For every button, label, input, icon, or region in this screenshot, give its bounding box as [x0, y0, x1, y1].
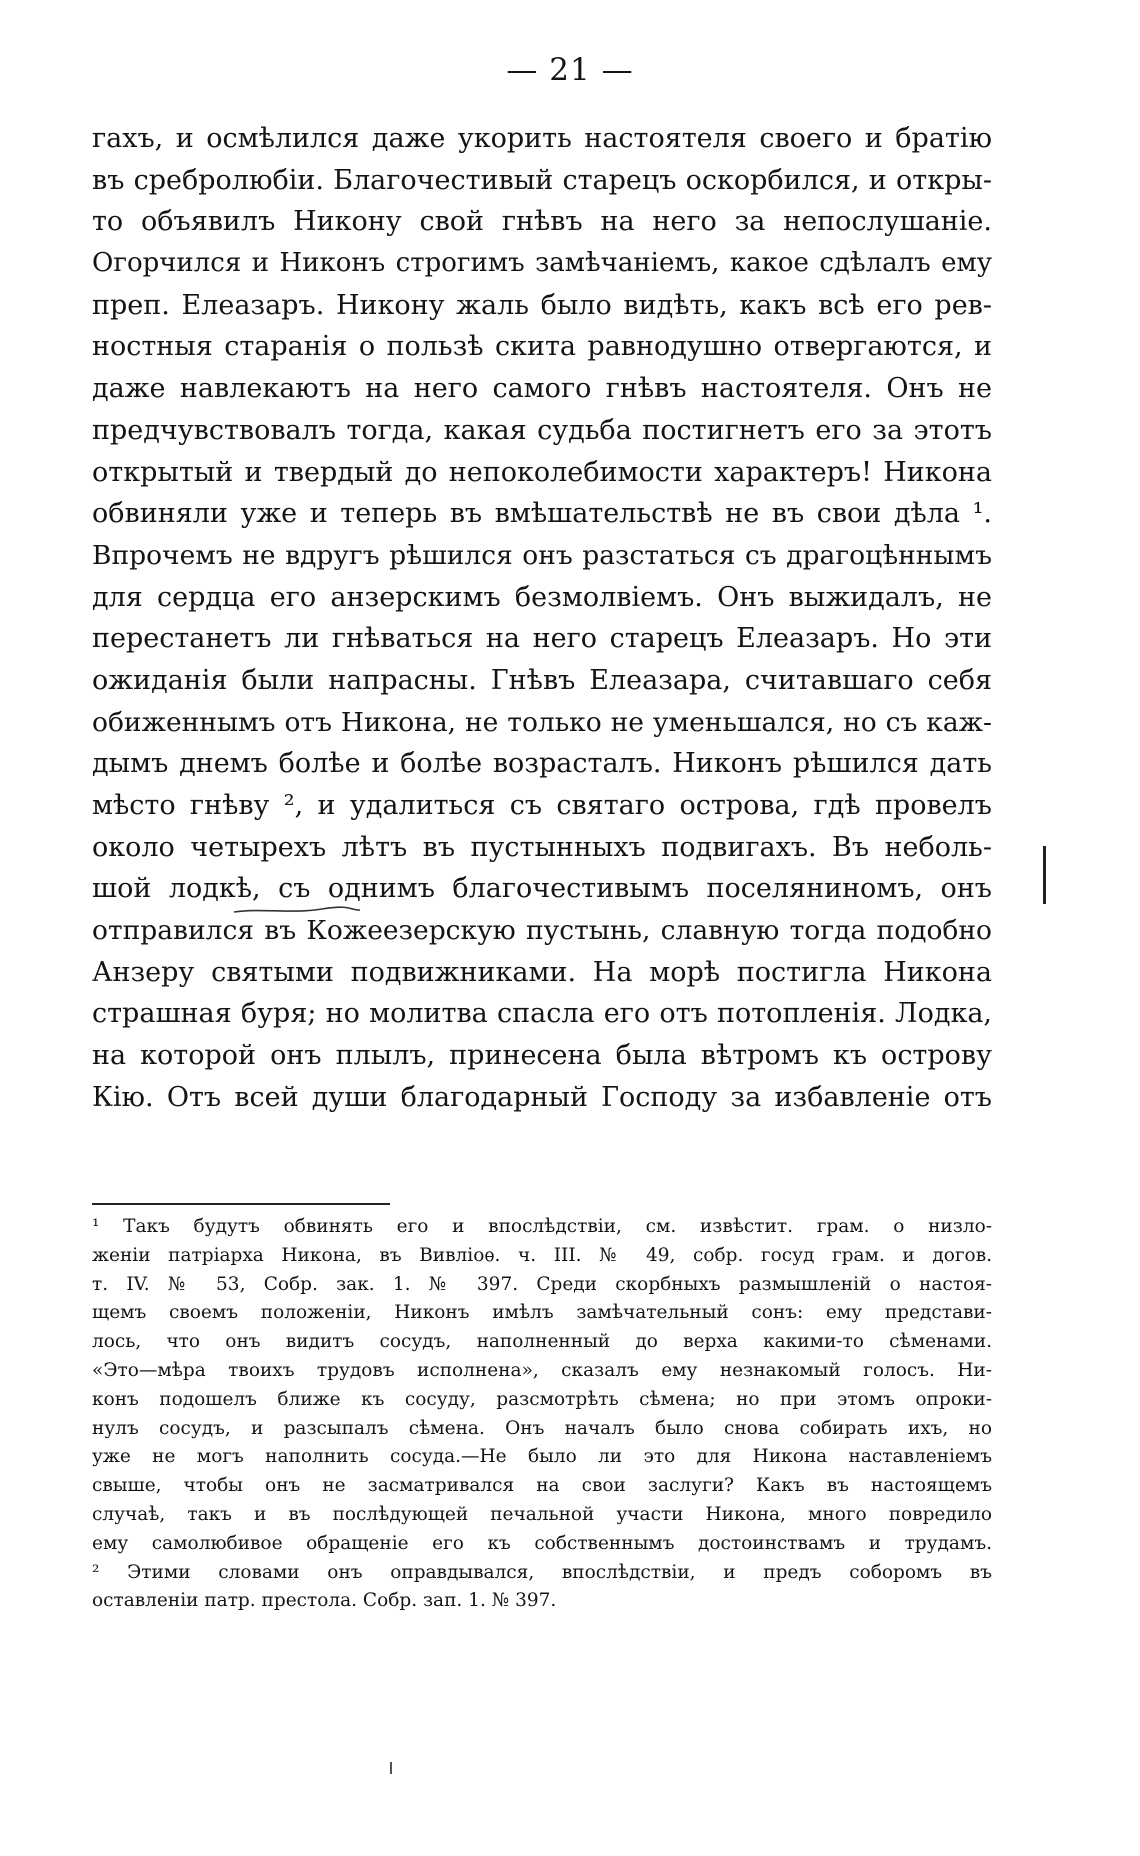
footnotes [92, 1213, 992, 1616]
footnote-line: конъ подошелъ ближе къ сосуду, разсмотрѣть сѣмена; но при этомъ опроки- [92, 1388, 992, 1410]
page-number: — 21 — [506, 52, 634, 88]
text-line: Впрочемъ не вдругъ рѣшился онъ разстаться съ драгоцѣннымъ [92, 539, 992, 571]
footnote-line: уже не могъ наполнить сосуда.—Не было ли это для Никона наставленіемъ [92, 1446, 992, 1468]
text-line: въ сребролюбіи. Благочестивый старецъ оскорбился, и откры- [92, 164, 992, 196]
footnote-line: свыше, чтобы онъ не засматривался на свои заслуги? Какъ въ настоящемъ [92, 1475, 992, 1497]
text-line: открытый и твердый до непоколебимости характеръ! Никона [92, 456, 992, 488]
stray-ink-mark [390, 1762, 392, 1774]
footnote-line: оставленіи патр. престола. Собр. зап. 1. № 397. [92, 1590, 557, 1612]
text-line: Анзеру святыми подвижниками. На морѣ постигла Никона [92, 956, 992, 988]
footnote-line: лось, что онъ видитъ сосудъ, наполненный до верха какими-то сѣменами. [92, 1331, 992, 1353]
text-line: дымъ днемъ болѣе и болѣе возрасталъ. Никонъ рѣшился дать [92, 748, 992, 780]
text-line: шой лодкѣ, съ однимъ благочестивымъ поселяниномъ, онъ [92, 873, 992, 905]
footnote-line: ему самолюбивое обращеніе его къ собственнымъ достоинствамъ и трудамъ. [92, 1532, 992, 1554]
text-line: около четырехъ лѣтъ въ пустынныхъ подвигахъ. Въ неболь- [92, 831, 992, 863]
text-line: Огорчился и Никонъ строгимъ замѣчаніемъ, какое сдѣлалъ ему [92, 248, 992, 279]
text-line: преп. Елеазаръ. Никону жаль было видѣть, какъ всѣ его рев- [92, 289, 992, 321]
footnote-line: нулъ сосудъ, и разсыпалъ сѣмена. Онъ началъ было снова собирать ихъ, но [92, 1417, 992, 1439]
text-line: то объявилъ Никону свой гнѣвъ на него за непослушаніе. [92, 206, 992, 238]
footnote-line: женіи патріарха Никона, въ Вивліоѳ. ч. III. № 49, собр. госуд грам. и догов. [92, 1244, 992, 1266]
text-line: обиженнымъ отъ Никона, не только не уменьшался, но съ каж- [92, 706, 992, 738]
footnote-line: щемъ своемъ положеніи, Никонъ имѣлъ замѣчательный сонъ: ему представи- [92, 1302, 992, 1324]
footnote-line: т. IV. № 53, Собр. зак. 1. № 397. Среди скорбныхъ размышленій о настоя- [92, 1273, 992, 1295]
margin-pencil-mark [1043, 846, 1046, 904]
pencil-underline-mark [232, 905, 362, 915]
footnote-line: «Это—мѣра твоихъ трудовъ исполнена», сказалъ ему незнакомый голосъ. Ни- [92, 1359, 992, 1381]
footnote-line: случаѣ, такъ и въ послѣдующей печальной участи Никона, много повредило [92, 1503, 992, 1525]
text-line: обвиняли уже и теперь въ вмѣшательствѣ не въ свои дѣла ¹. [92, 498, 992, 530]
text-line: ностныя старанія о пользѣ скита равнодушно отвергаются, и [92, 331, 992, 363]
text-line: страшная буря; но молитва спасла его отъ потопленія. Лодка, [92, 998, 992, 1030]
footnote-line: ² Этими словами онъ оправдывался, впослѣдствіи, и предъ соборомъ въ [92, 1561, 992, 1583]
text-line: перестанетъ ли гнѣваться на него старецъ Елеазаръ. Но эти [92, 623, 992, 655]
text-line: даже навлекаютъ на него самого гнѣвъ настоятеля. Онъ не [92, 373, 992, 405]
text-line: ожиданія были напрасны. Гнѣвъ Елеазара, считавшаго себя [92, 664, 992, 696]
text-line: гахъ, и осмѣлился даже укорить настоятеля своего и братію [92, 123, 992, 154]
text-line: на которой онъ плылъ, принесена была вѣтромъ къ острову [92, 1040, 992, 1072]
text-line: мѣсто гнѣву ², и удалиться съ святаго острова, гдѣ провелъ [92, 790, 992, 821]
text-line: Кію. Отъ всей души благодарный Господу за избавленіе отъ [92, 1081, 992, 1113]
text-line: предчувствовалъ тогда, какая судьба постигнетъ его за этотъ [92, 414, 992, 446]
text-line: для сердца его анзерскимъ безмолвіемъ. Онъ выжидалъ, не [92, 581, 992, 613]
footnote-separator [92, 1203, 390, 1205]
main-text [92, 118, 992, 1119]
footnote-line: ¹ Такъ будутъ обвинять его и впослѣдствіи, см. извѣстит. грам. о низло- [92, 1216, 992, 1237]
text-line: отправился въ Кожеезерскую пустынь, славную тогда подобно [92, 915, 992, 947]
